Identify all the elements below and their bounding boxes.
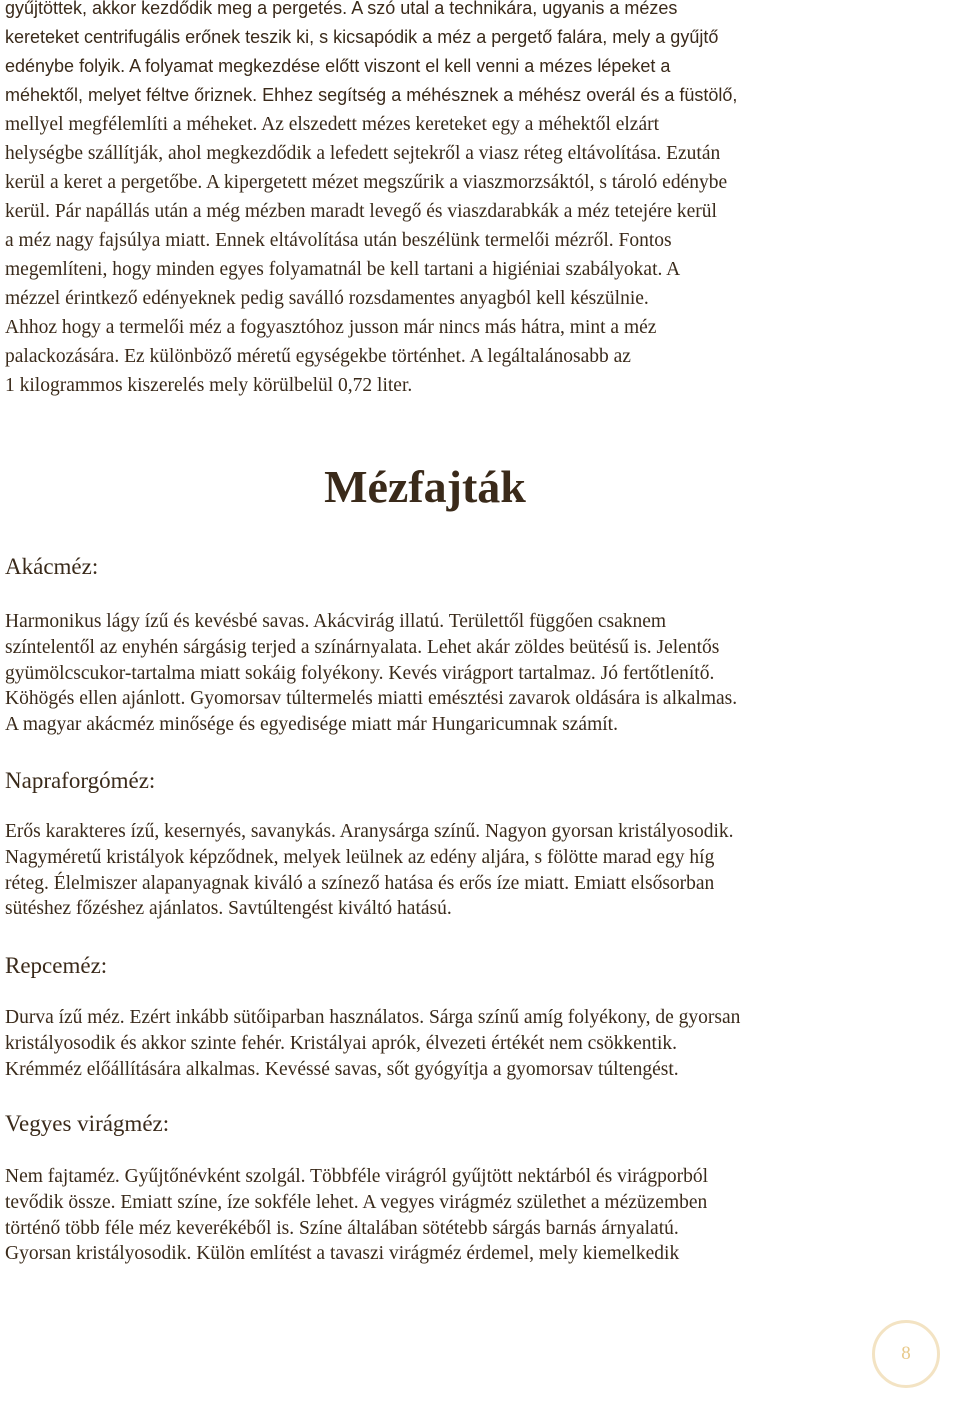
- body-line: színtelentől az enyhén sárgásig terjed a színárnyalata. Lehet akár zöldes beütésű is. Jelentős: [5, 636, 720, 658]
- body-line: történő több féle méz keverékéből is. Színe általában sötétebb sárgás barnás árnyalatú.: [5, 1217, 679, 1239]
- intro-line: kerül. Pár napállás után a még mézben maradt levegő és viaszdarabkák a méz tetejére kerül: [5, 201, 717, 222]
- intro-line: kerül a keret a pergetőbe. A kipergetett mézet megszűrik a viaszmorzsáktól, s tároló edénybe: [5, 172, 728, 193]
- section-body-vegyes-viragmez: [5, 1164, 955, 1267]
- page-number-badge: 8: [872, 1320, 940, 1388]
- intro-line: palackozására. Ez különböző méretű egységekbe történhet. A legáltalánosabb az: [5, 346, 631, 367]
- body-line: Krémméz előállítására alkalmas. Kevéssé savas, sőt gyógyítja a gyomorsav túltengést.: [5, 1058, 679, 1080]
- body-line: Gyorsan kristályosodik. Külön említést a tavaszi virágméz érdemel, mely kiemelkedik: [5, 1243, 680, 1265]
- intro-line: 1 kilogrammos kiszerelés mely körülbelül 0,72 liter.: [5, 375, 413, 396]
- body-line: A magyar akácméz minősége és egyedisége miatt már Hungaricumnak számít.: [5, 714, 618, 736]
- intro-line: méhektől, melyet féltve őriznek. Ehhez segítség a méhésznek a méhész overál és a füstölő,: [5, 85, 738, 105]
- body-line: Harmonikus lágy ízű és kevésbé savas. Akácvirág illatú. Területtől függően csaknem: [5, 611, 667, 632]
- section-body-repcemez: [5, 1005, 955, 1082]
- intro-line: megemlíteni, hogy minden egyes folyamatnál be kell tartani a higiéniai szabályokat. A: [5, 259, 681, 280]
- intro-line: kereteket centrifugális erőnek teszik ki, s kicsapódik a méz a pergető falára, mely a gyűjtő: [5, 27, 719, 47]
- intro-line: mézzel érintkező edényeknek pedig saválló rozsdamentes anyagból kell készülnie.: [5, 288, 649, 309]
- body-line: tevődik össze. Emiatt színe, íze sokféle lehet. A vegyes virágméz születhet a mézüzemben: [5, 1191, 708, 1213]
- body-line: kristályosodik és akkor szinte fehér. Kristályai aprók, élvezeti értékét nem csökkentik.: [5, 1032, 677, 1054]
- intro-line: mellyel megfélemlíti a méheket. Az elszedett mézes kereteket egy a méhektől elzárt: [5, 114, 660, 135]
- body-line: Nem fajtaméz. Gyűjtőnévként szolgál. Többféle virágról gyűjtött nektárból és virágporból: [5, 1166, 709, 1187]
- page-title: Mézfajták: [324, 461, 526, 512]
- intro-line: a méz nagy fajsúlya miatt. Ennek eltávolítása után beszélünk termelői mézről. Fontos: [5, 230, 672, 251]
- body-line: sütéshez főzéshez ajánlatos. Savtúltengést kiváltó hatású.: [5, 898, 452, 920]
- section-heading-akacmez: Akácméz:: [5, 554, 99, 579]
- body-line: Nagyméretű kristályok képződnek, melyek leülnek az edény aljára, s fölötte marad egy híg: [5, 846, 715, 868]
- section-heading-repcemez: Repceméz:: [5, 953, 108, 978]
- intro-line: Ahhoz hogy a termelői méz a fogyasztóhoz jusson már nincs más hátra, mint a méz: [5, 317, 657, 338]
- intro-line: helységbe szállítják, ahol megkezdődik a lefedett sejtekről a viasz réteg eltávolítása. Ezután: [5, 143, 721, 164]
- body-line: réteg. Élelmiszer alapanyagnak kiváló a színező hatása és erős íze miatt. Emiatt elsősorban: [5, 872, 715, 894]
- body-line: Erős karakteres ízű, kesernyés, savanykás. Aranysárga színű. Nagyon gyorsan kristályosodik.: [5, 821, 734, 842]
- section-body-napraforgomez: [5, 819, 955, 922]
- intro-line: gyűjtöttek, akkor kezdődik meg a pergetés. A szó utal a technikára, ugyanis a mézes: [5, 0, 678, 18]
- body-line: gyümölcscukor-tartalma miatt sokáig folyékony. Kevés virágport tartalmaz. Jó fertőtlenítő.: [5, 662, 715, 684]
- section-body-akacmez: [5, 609, 955, 738]
- section-heading-napraforgomez: Napraforgóméz:: [5, 768, 156, 793]
- intro-line: edénybe folyik. A folyamat megkezdése előtt viszont el kell venni a mézes lépeket a: [5, 56, 671, 76]
- body-line: Köhögés ellen ajánlott. Gyomorsav túltermelés miatti emésztési zavarok oldására is alkalmas.: [5, 688, 738, 710]
- intro-paragraph: [5, 0, 955, 400]
- section-heading-vegyes-viragmez: Vegyes virágméz:: [5, 1111, 170, 1136]
- body-line: Durva ízű méz. Ezért inkább sütőiparban használatos. Sárga színű amíg folyékony, de gyorsan: [5, 1007, 741, 1028]
